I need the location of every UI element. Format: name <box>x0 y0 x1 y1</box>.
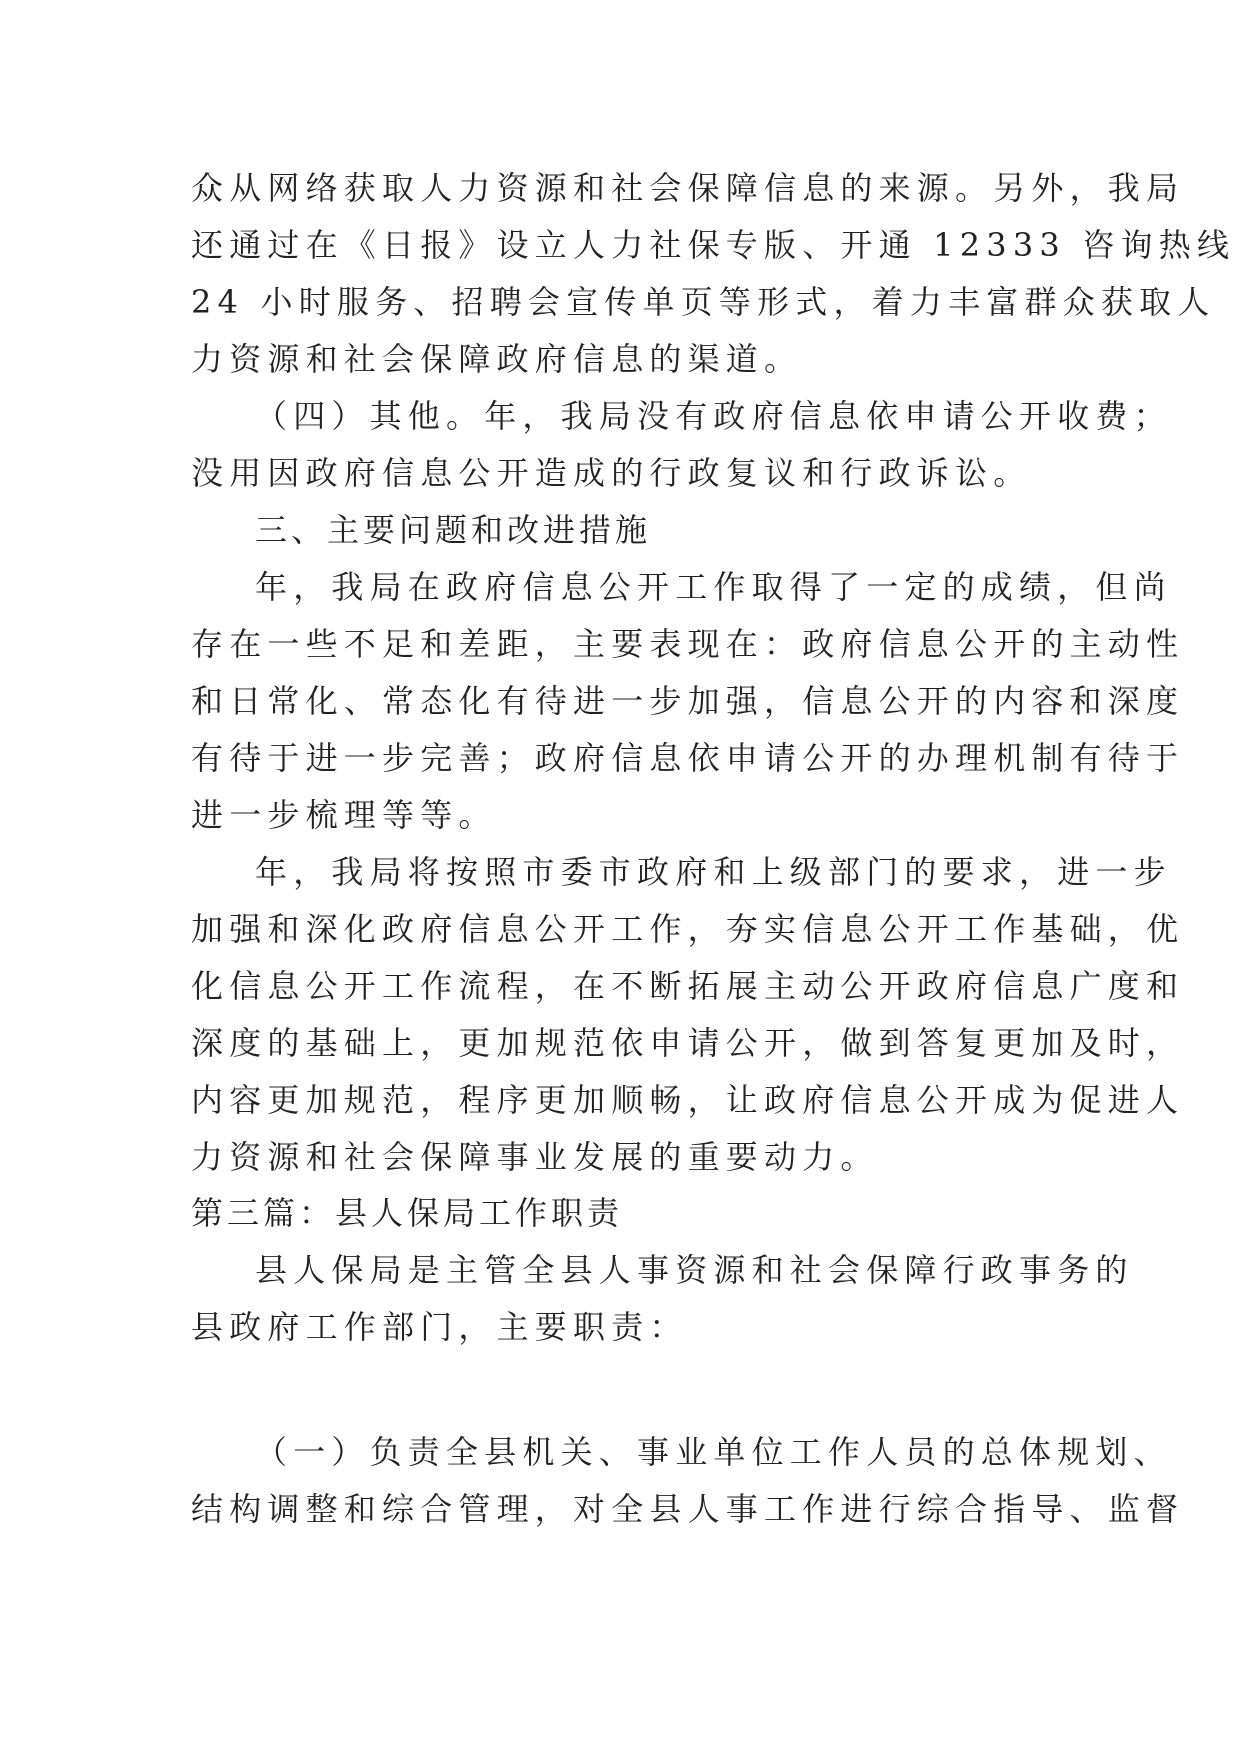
paragraph-line: 加强和深化政府信息公开工作，夯实信息公开工作基础，优 <box>191 910 1185 948</box>
paragraph-line: 县政府工作部门，主要职责： <box>191 1308 688 1346</box>
paragraph-line: 还通过在《日报》设立人力社保专版、开通 12333 咨询热线 <box>191 226 1236 264</box>
paragraph-line: 存在一些不足和差距，主要表现在：政府信息公开的主动性 <box>191 625 1185 663</box>
paragraph-line: 化信息公开工作流程，在不断拓展主动公开政府信息广度和 <box>191 967 1185 1005</box>
paragraph-line: 内容更加规范，程序更加顺畅，让政府信息公开成为促进人 <box>191 1081 1185 1119</box>
paragraph-line: （四）其他。年，我局没有政府信息依申请公开收费； <box>255 397 1172 435</box>
paragraph-line: 深度的基础上，更加规范依申请公开，做到答复更加及时， <box>191 1024 1185 1062</box>
chapter-title: 第三篇：县人保局工作职责 <box>191 1194 624 1232</box>
paragraph-line: 年，我局将按照市委市政府和上级部门的要求，进一步 <box>255 853 1172 891</box>
paragraph-line: 有待于进一步完善；政府信息依申请公开的办理机制有待于 <box>191 739 1185 777</box>
paragraph-line: （一）负责全县机关、事业单位工作人员的总体规划、 <box>255 1433 1172 1471</box>
paragraph-line: 24 小时服务、招聘会宣传单页等形式，着力丰富群众获取人 <box>191 283 1216 321</box>
paragraph-line: 和日常化、常态化有待进一步加强，信息公开的内容和深度 <box>191 682 1185 720</box>
paragraph-line: 进一步梳理等等。 <box>191 796 497 834</box>
paragraph-line: 年，我局在政府信息公开工作取得了一定的成绩，但尚 <box>255 568 1172 606</box>
paragraph-line: 结构调整和综合管理，对全县人事工作进行综合指导、监督 <box>191 1490 1185 1528</box>
paragraph-line: 县人保局是主管全县人事资源和社会保障行政事务的 <box>255 1251 1134 1289</box>
paragraph-line: 力资源和社会保障事业发展的重要动力。 <box>191 1138 879 1176</box>
section-heading: 三、主要问题和改进措施 <box>255 511 652 549</box>
paragraph-line: 众从网络获取人力资源和社会保障信息的来源。另外，我局 <box>191 169 1185 207</box>
paragraph-line: 力资源和社会保障政府信息的渠道。 <box>191 340 803 378</box>
paragraph-line: 没用因政府信息公开造成的行政复议和行政诉讼。 <box>191 454 1032 492</box>
